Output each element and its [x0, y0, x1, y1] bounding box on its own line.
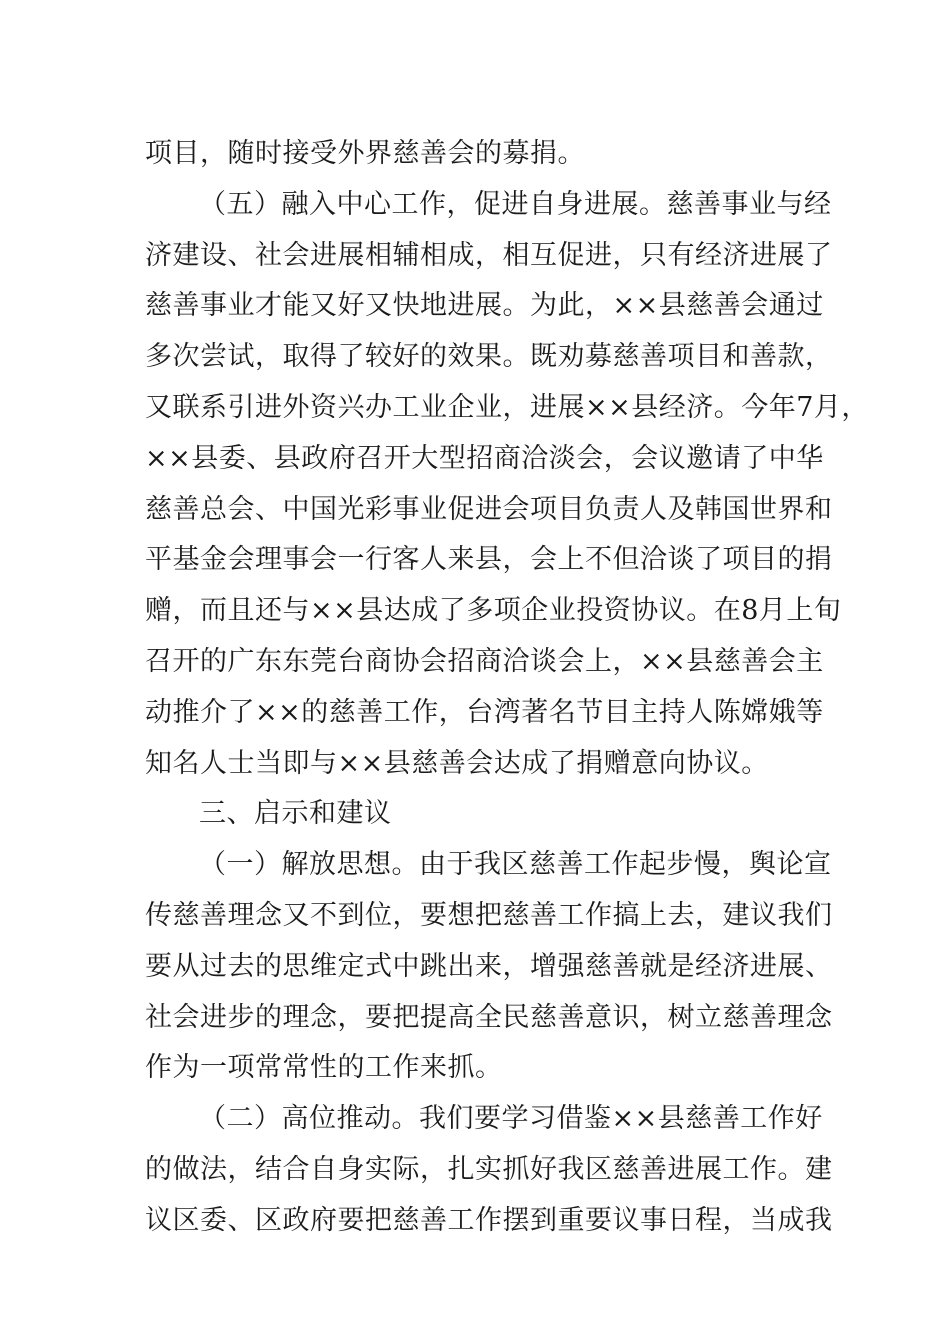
text-line: ××县委、县政府召开大型招商洽淡会，会议邀请了中华 [145, 442, 824, 474]
text-line: 平基金会理事会一行客人来县，会上不但洽谈了项目的捐 [145, 544, 833, 576]
document-body [145, 129, 869, 1247]
text-line: 项目，随时接受外界慈善会的募捐。 [145, 138, 585, 169]
paragraph-start-line: （二）高位推动。我们要学习借鉴××县慈善工作好 [199, 1103, 823, 1135]
section-heading: 三、启示和建议 [199, 798, 392, 830]
text-line: 赠，而且还与××县达成了多项企业投资协议。在8月上旬 [145, 595, 842, 627]
text-line: 传慈善理念又不到位，要想把慈善工作搞上去，建议我们 [145, 899, 833, 931]
paragraph-start-line: （一）解放思想。由于我区慈善工作起步慢，舆论宣 [199, 849, 832, 881]
text-line: 的做法，结合自身实际，扎实抓好我区慈善进展工作。建 [145, 1153, 833, 1185]
text-line: 社会进步的理念，要把提高全民慈善意识，树立慈善理念 [145, 1001, 833, 1033]
text-line: 议区委、区政府要把慈善工作摆到重要议事日程，当成我 [145, 1204, 833, 1236]
text-line: 多次尝试，取得了较好的效果。既劝募慈善项目和善款， [145, 341, 833, 373]
paragraph-start-line: （五）融入中心工作，促进自身进展。慈善事业与经 [199, 188, 832, 220]
text-line: 召开的广东东莞台商协会招商洽谈会上，××县慈善会主 [145, 645, 824, 677]
text-line: 又联系引进外资兴办工业企业，进展××县经济。今年7月， [145, 391, 869, 423]
text-line: 动推介了××的慈善工作，台湾著名节目主持人陈嫦娥等 [145, 696, 824, 728]
text-line: 知名人士当即与××县慈善会达成了捐赠意向协议。 [145, 747, 769, 779]
text-line: 慈善事业才能又好又快地进展。为此，××县慈善会通过 [145, 290, 824, 322]
text-line: 慈善总会、中国光彩事业促进会项目负责人及韩国世界和 [145, 493, 833, 525]
text-line: 作为一项常常性的工作来抓。 [145, 1052, 503, 1084]
text-line: 要从过去的思维定式中跳出来，增强慈善就是经济进展、 [145, 950, 833, 982]
text-line: 济建设、社会进展相辅相成，相互促进，只有经济进展了 [145, 239, 833, 271]
